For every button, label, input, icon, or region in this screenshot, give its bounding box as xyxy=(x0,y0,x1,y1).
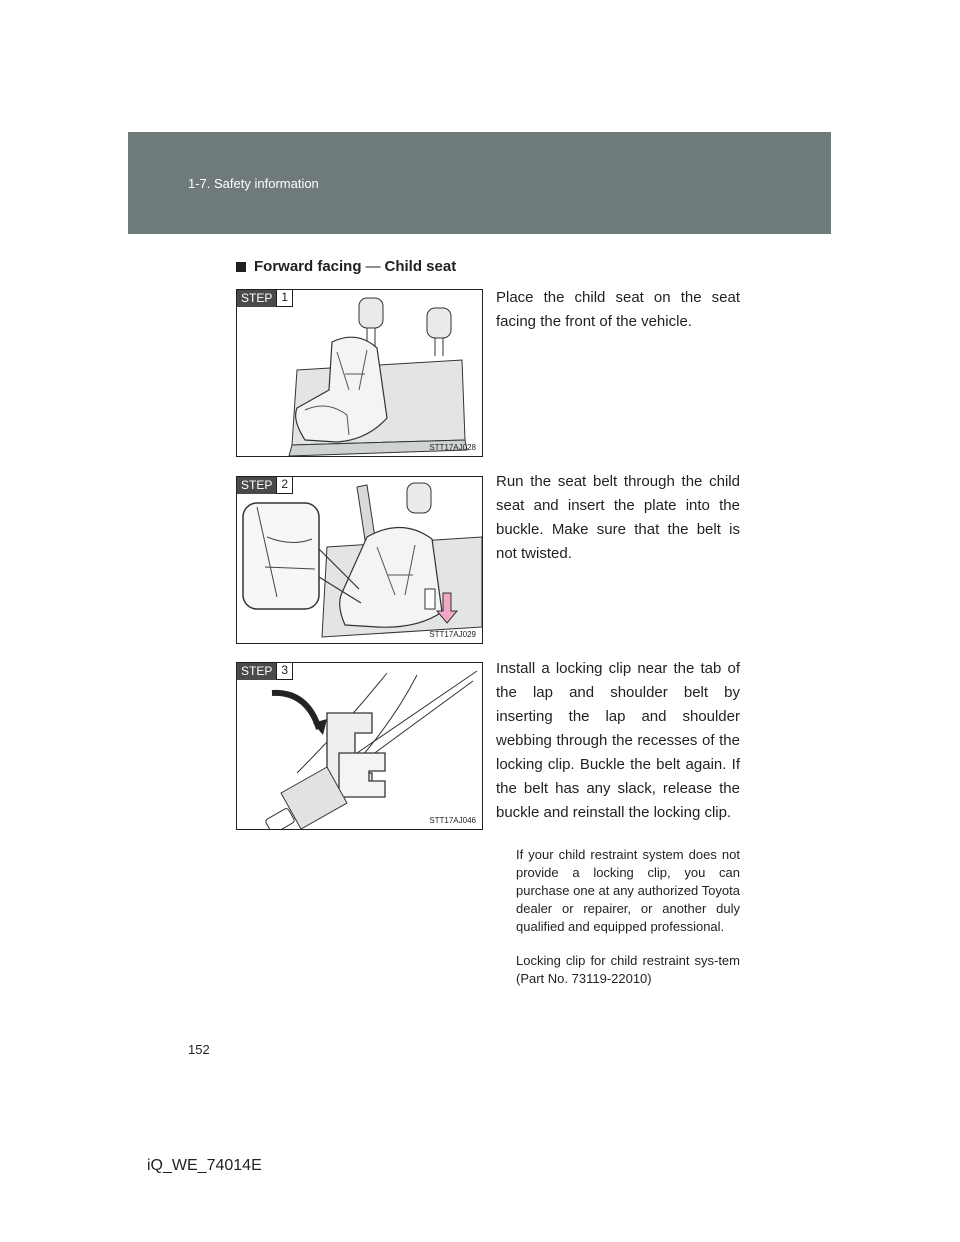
figure-step-2 xyxy=(236,476,483,644)
note-locking-clip-purchase: If your child restraint system does not provide a locking clip, you can purchase one at any authorized Toyota dealer or repairer, or another duly qualified and equipped professional. xyxy=(516,847,740,934)
page-number: 152 xyxy=(188,1042,210,1057)
document-code: iQ_WE_74014E xyxy=(147,1157,262,1174)
step-word: STEP xyxy=(237,477,276,494)
step-word: STEP xyxy=(237,290,276,307)
child-seat-forward-illustration xyxy=(237,290,483,457)
belt-through-seat-illustration xyxy=(237,477,483,644)
title-main: Forward facing xyxy=(254,258,362,275)
step-number: 1 xyxy=(276,290,293,307)
step-number: 3 xyxy=(276,663,293,680)
section-header xyxy=(128,132,831,234)
note-part-number: Locking clip for child restraint sys-tem (Part No. 73119-22010) xyxy=(516,953,740,986)
step-3-text: Install a locking clip near the tab of the lap and shoulder belt by inserting the lap and shoulder webbing through the recesses of the locking clip. Buckle the belt again. If the belt has any slack, release the buckle and reinstall the locking clip. xyxy=(496,660,740,821)
step-2-text: Run the seat belt through the child seat and insert the plate into the buckle. Make sure that the belt is not twisted. xyxy=(496,473,740,562)
section-label: 1-7. Safety information xyxy=(188,176,319,191)
figure-code: STT17AJ046 xyxy=(429,816,476,825)
step-1-badge xyxy=(237,290,293,307)
section-title xyxy=(236,258,456,275)
figure-step-3 xyxy=(236,662,483,830)
title-dash: — xyxy=(365,258,381,275)
figure-step-1 xyxy=(236,289,483,457)
figure-code: STT17AJ028 xyxy=(429,443,476,452)
title-sub: Child seat xyxy=(384,258,457,275)
square-bullet-icon xyxy=(236,262,246,272)
figure-code: STT17AJ029 xyxy=(429,630,476,639)
step-number: 2 xyxy=(276,477,293,494)
step-3-badge xyxy=(237,663,293,680)
step-1-text: Place the child seat on the seat facing the front of the vehicle. xyxy=(496,289,740,330)
locking-clip-illustration xyxy=(237,663,483,830)
step-word: STEP xyxy=(237,663,276,680)
step-2-badge xyxy=(237,477,293,494)
